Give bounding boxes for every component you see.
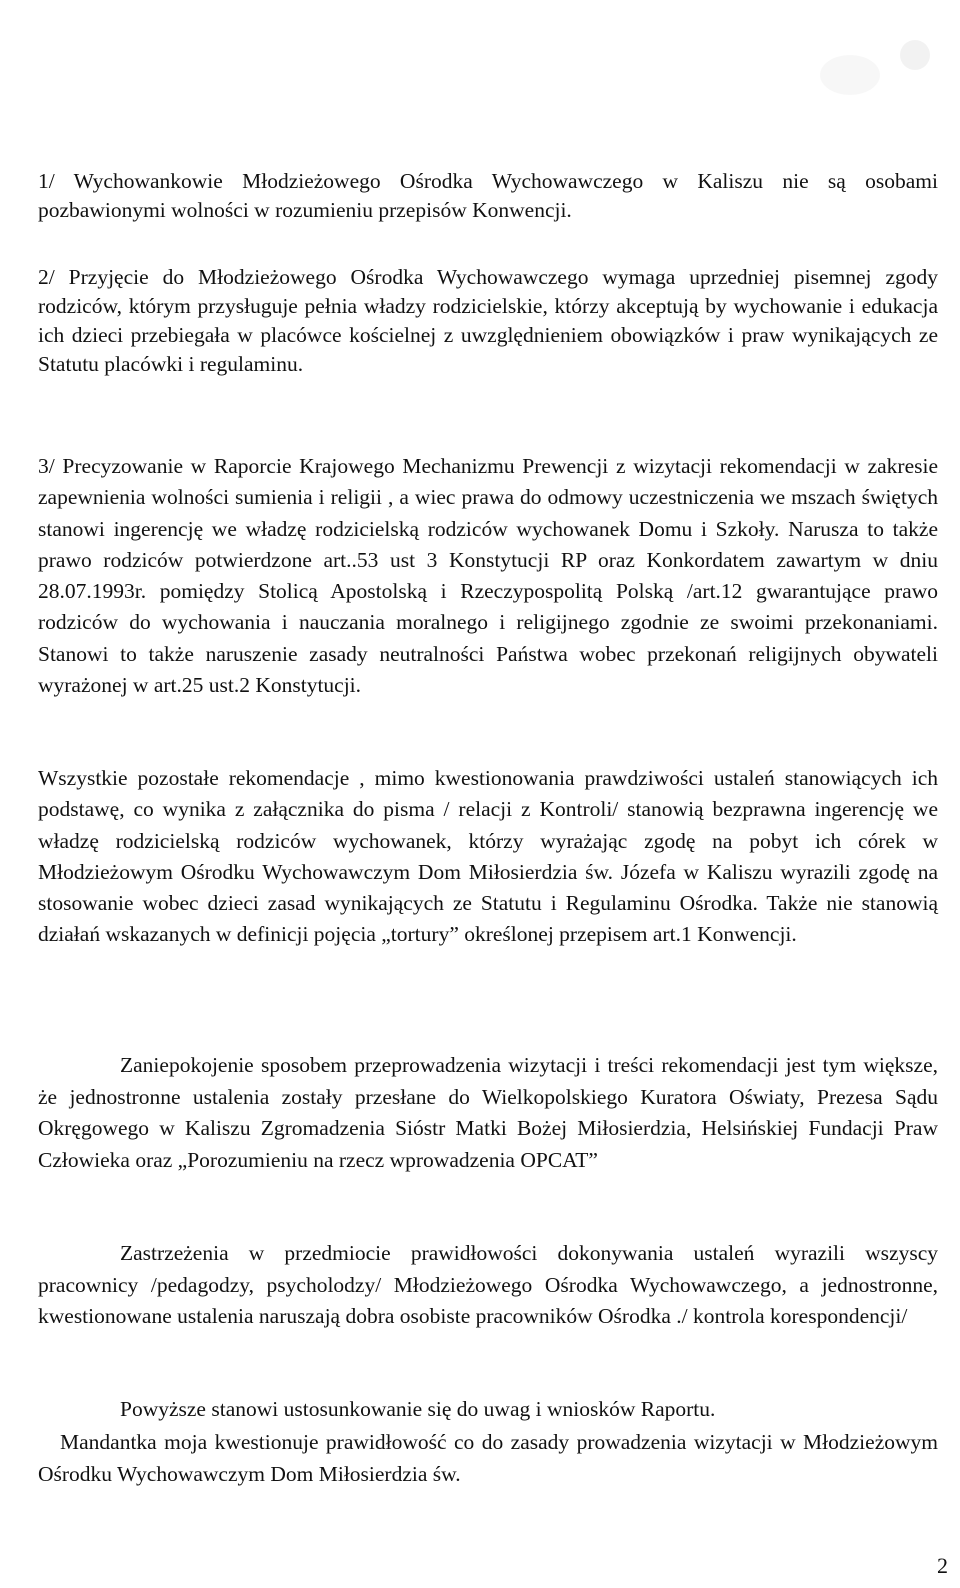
scan-smudge bbox=[820, 55, 880, 95]
page-number: 2 bbox=[937, 1553, 948, 1578]
paragraph-7: Powyższe stanowi ustosunkowanie się do uwag i wniosków Raportu. bbox=[120, 1397, 716, 1421]
scan-smudge bbox=[900, 40, 930, 70]
paragraph-5: Zaniepokojenie sposobem przeprowadzenia wizytacji i treści rekomendacji jest tym większe, że jednostronne ustalenia zostały przesłane do Wielkopolskiego Kuratora Oświaty, Prezesa Sądu Okręgowego w Kaliszu Zgromadzenia Sióstr Matki Bożej Miłosierdzia, Helsińskiej Fundacji Praw Człowieka oraz „Porozumieniu na rzecz wprowadzenia OPCAT” bbox=[38, 1053, 938, 1172]
paragraph-1: 1/ Wychowankowie Młodzieżowego Ośrodka Wychowawczego w Kaliszu nie są osobami pozbawionymi wolności w rozumieniu przepisów Konwencji. bbox=[38, 169, 938, 222]
paragraph-4: Wszystkie pozostałe rekomendacje , mimo kwestionowania prawdziwości ustaleń stanowiących ich podstawę, co wynika z załącznika do pisma / relacji z Kontroli/ stanowią bezprawna ingerencję we władzę rodzicielską rodziców wychowanek, którzy wyrażając zgodę na pobyt ich córek w Młodzieżowym Ośrodku Wychowawczym Dom Miłosierdzia św. Józefa w Kaliszu wyrazili zgodę na stosowanie wobec dzieci zasad wynikających ze Statutu i Regulaminu Ośrodka. Także nie stanowią działań wskazanych w definicji pojęcia „tortury” określonej przepisem art.1 Konwencji. bbox=[38, 766, 938, 947]
paragraph-2: 2/ Przyjęcie do Młodzieżowego Ośrodka Wychowawczego wymaga uprzedniej pisemnej zgody rodziców, którym przysługuje pełnia władzy rodzicielskie, którzy akceptują by wychowanie i edukacja ich dzieci przebiegała w placówce kościelnej z uwzględnieniem obowiązków i praw wynikających ze Statutu placówki i regulaminu. bbox=[38, 265, 938, 376]
paragraph-6: Zastrzeżenia w przedmiocie prawidłowości dokonywania ustaleń wyrazili wszyscy pracownicy /pedagodzy, psycholodzy/ Młodzieżowego Ośrodka Wychowawczego, a jednostronne, kwestionowane ustalenia naruszają dobra osobiste pracowników Ośrodka ./ kontrola korespondencji/ bbox=[38, 1241, 938, 1328]
paragraph-8: Mandantka moja kwestionuje prawidłowość co do zasady prowadzenia wizytacji w Młodzieżowym Ośrodku Wychowawczym Dom Miłosierdzia św. bbox=[38, 1430, 938, 1486]
paragraph-3: 3/ Precyzowanie w Raporcie Krajowego Mechanizmu Prewencji z wizytacji rekomendacji w zakresie zapewnienia wolności sumienia i religii , a wiec prawa do odmowy uczestniczenia we mszach świętych stanowi ingerencję we władzę rodzicielską rodziców wychowanek Domu i Szkoły. Narusza to także prawo rodziców potwierdzone art..53 ust 3 Konstytucji RP oraz Konkordatem zawartym w dniu 28.07.1993r. pomiędzy Stolicą Apostolską i Rzeczypospolitą Polską /art.12 gwarantujące prawo rodziców do wychowania i nauczania moralnego i religijnego zgodnie ze swoimi przekonaniami. Stanowi to także naruszenie zasady neutralności Państwa wobec przekonań religijnych obywateli wyrażonej w art.25 ust.2 Konstytucji. bbox=[38, 454, 938, 698]
